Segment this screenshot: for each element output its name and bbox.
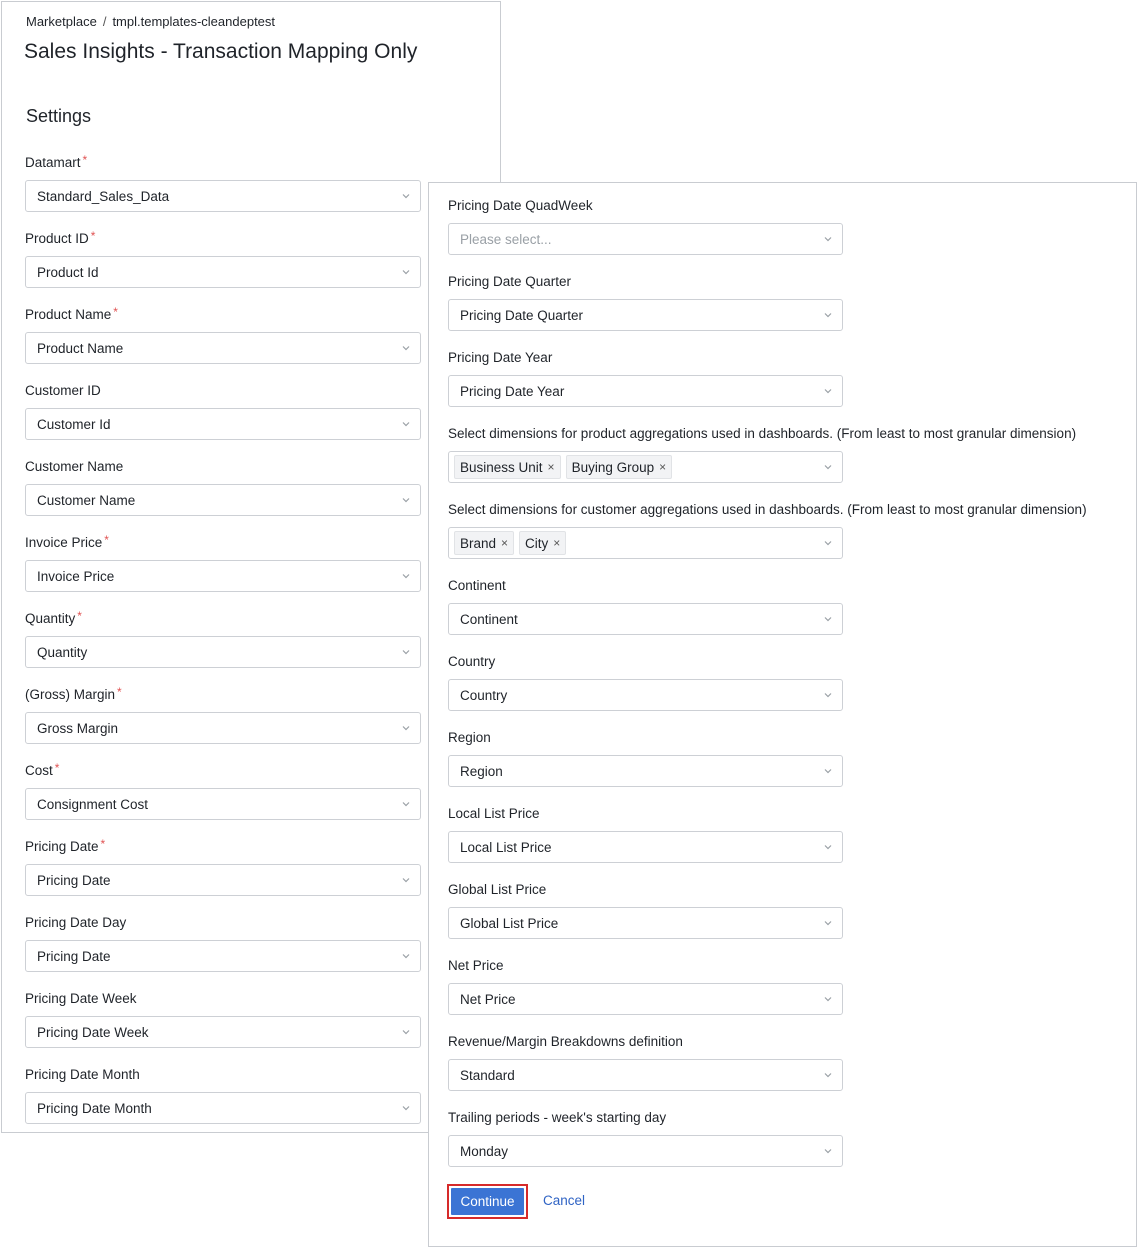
field-label [25, 1066, 421, 1084]
field-label [448, 653, 843, 671]
field-cost [25, 762, 421, 820]
select-value: Continent [460, 611, 518, 627]
field-pricing-date-month [25, 1066, 421, 1124]
chevron-down-icon [401, 951, 411, 961]
select-gross-margin[interactable] [25, 712, 421, 744]
select-trailing-periods-week-s-starting-day[interactable] [448, 1135, 843, 1167]
field-customer-name [25, 458, 421, 516]
field-label-text: Pricing Date Month [25, 1067, 140, 1082]
field-label [25, 990, 421, 1008]
select-value: Standard_Sales_Data [37, 188, 170, 204]
select-value: Product Id [37, 264, 99, 280]
chevron-down-icon [823, 462, 833, 472]
select-pricing-date-week[interactable] [25, 1016, 421, 1048]
field-continent [448, 577, 843, 635]
field-global-list-price [448, 881, 843, 939]
select-value: Pricing Date [37, 948, 111, 964]
field-label-text: Continent [448, 578, 506, 593]
select-value: Monday [460, 1143, 509, 1159]
chevron-down-icon [401, 1103, 411, 1113]
chevron-down-icon [401, 723, 411, 733]
field-label-text: Global List Price [448, 882, 547, 897]
cancel-button[interactable]: Cancel [543, 1193, 586, 1208]
select-region[interactable] [448, 755, 843, 787]
select-value: Net Price [460, 991, 516, 1007]
field-label-text: Quantity [25, 611, 76, 626]
tag-label: Business Unit [460, 459, 543, 475]
multi-select-select-dimensions-for-customer-aggregati[interactable] [448, 527, 843, 559]
breadcrumb-marketplace-link[interactable]: Marketplace [26, 14, 97, 29]
field-label [25, 458, 421, 476]
select-datamart[interactable] [25, 180, 421, 212]
selected-tag [454, 455, 561, 479]
tag-label: Buying Group [571, 459, 655, 475]
selected-tag [519, 531, 566, 555]
field-pricing-date-week [25, 990, 421, 1048]
chevron-down-icon [823, 310, 833, 320]
select-continent[interactable] [448, 603, 843, 635]
settings-panel-right [428, 182, 1137, 1247]
field-label [448, 197, 843, 215]
chevron-down-icon [401, 343, 411, 353]
field-label-text: Invoice Price [25, 535, 103, 550]
field-quantity [25, 610, 421, 668]
required-marker: * [113, 305, 118, 319]
required-marker: * [104, 533, 109, 547]
field-label [25, 534, 421, 552]
close-icon[interactable]: × [553, 536, 561, 550]
select-value: Region [460, 763, 503, 779]
field-label-text: (Gross) Margin [25, 687, 116, 702]
chevron-down-icon [823, 386, 833, 396]
select-value: Pricing Date Quarter [460, 307, 584, 323]
select-customer-name[interactable] [25, 484, 421, 516]
field-revenue-margin-breakdowns-definition [448, 1033, 843, 1091]
select-pricing-date-quarter[interactable] [448, 299, 843, 331]
select-revenue-margin-breakdowns-definition[interactable] [448, 1059, 843, 1091]
select-value: Local List Price [460, 839, 552, 855]
field-label [25, 762, 421, 780]
chevron-down-icon [823, 538, 833, 548]
field-product-id [25, 230, 421, 288]
select-local-list-price[interactable] [448, 831, 843, 863]
select-country[interactable] [448, 679, 843, 711]
field-label-text: Pricing Date Day [25, 915, 127, 930]
field-label-text: Region [448, 730, 491, 745]
field-label-text: Cost [25, 763, 53, 778]
select-value: Pricing Date Week [37, 1024, 149, 1040]
select-value: Customer Name [37, 492, 136, 508]
chevron-down-icon [401, 267, 411, 277]
field-local-list-price [448, 805, 843, 863]
continue-button-label: Continue [451, 1188, 524, 1215]
chevron-down-icon [401, 799, 411, 809]
select-value: Invoice Price [37, 568, 115, 584]
select-value: Product Name [37, 340, 124, 356]
field-pricing-date-quadweek [448, 197, 843, 255]
select-value: Quantity [37, 644, 88, 660]
field-label [25, 306, 421, 324]
chevron-down-icon [401, 419, 411, 429]
field-label [448, 273, 843, 291]
field-pricing-date-year [448, 349, 843, 407]
select-value: Pricing Date Year [460, 383, 565, 399]
select-pricing-date-year[interactable] [448, 375, 843, 407]
chevron-down-icon [823, 690, 833, 700]
field-label-text: Pricing Date [25, 839, 99, 854]
select-global-list-price[interactable] [448, 907, 843, 939]
chevron-down-icon [823, 842, 833, 852]
required-marker: * [100, 837, 106, 851]
field-pricing-date-day [25, 914, 421, 972]
field-label-text: Datamart [25, 155, 81, 170]
select-invoice-price[interactable] [25, 560, 421, 592]
select-placeholder: Please select... [460, 231, 552, 247]
select-product-id[interactable] [25, 256, 421, 288]
field-label [448, 1033, 843, 1051]
field-gross-margin [25, 686, 421, 744]
chevron-down-icon [823, 234, 833, 244]
required-marker: * [90, 229, 96, 243]
select-quantity[interactable] [25, 636, 421, 668]
breadcrumb [26, 14, 275, 29]
select-pricing-date-day[interactable] [25, 940, 421, 972]
select-value: Pricing Date [37, 872, 111, 888]
chevron-down-icon [401, 191, 411, 201]
chevron-down-icon [401, 875, 411, 885]
field-label-text: Product Name [25, 307, 112, 322]
field-label-text: Country [448, 654, 496, 669]
select-customer-id[interactable] [25, 408, 421, 440]
select-value: Country [460, 687, 508, 703]
field-datamart [25, 154, 421, 212]
field-label [448, 881, 843, 899]
required-marker: * [54, 761, 60, 775]
chevron-down-icon [823, 1070, 833, 1080]
chevron-down-icon [823, 1146, 833, 1156]
field-label-text: Revenue/Margin Breakdowns definition [448, 1034, 683, 1049]
select-value: Consignment Cost [37, 796, 149, 812]
close-icon[interactable]: × [659, 460, 667, 474]
field-net-price [448, 957, 843, 1015]
field-label [25, 686, 421, 704]
chevron-down-icon [401, 647, 411, 657]
field-trailing-periods-week-s-starting-day [448, 1109, 843, 1167]
tag-label: City [525, 535, 549, 551]
field-label-text: Trailing periods - week's starting day [448, 1110, 667, 1125]
continue-button[interactable] [447, 1184, 528, 1219]
field-label-text: Pricing Date Year [448, 350, 553, 365]
breadcrumb-separator: / [102, 14, 107, 29]
select-value: Global List Price [460, 915, 559, 931]
field-label-text: Pricing Date Week [25, 991, 137, 1006]
page-title: Sales Insights - Transaction Mapping Only [24, 40, 418, 63]
select-pricing-date-month[interactable] [25, 1092, 421, 1124]
required-marker: * [117, 685, 122, 699]
required-marker: * [77, 609, 82, 623]
field-pricing-date [25, 838, 421, 896]
field-label [448, 425, 1077, 443]
select-value: Pricing Date Month [37, 1100, 152, 1116]
chevron-down-icon [401, 495, 411, 505]
field-label [448, 805, 843, 823]
field-label-text: Customer Name [25, 459, 124, 474]
field-label-text: Select dimensions for customer aggregations used in dashboards. (From least to most granular dimension) [448, 502, 1087, 517]
chevron-down-icon [401, 1027, 411, 1037]
chevron-down-icon [401, 571, 411, 581]
field-label [448, 1109, 843, 1127]
settings-panel-left [1, 1, 501, 1133]
select-pricing-date[interactable] [25, 864, 421, 896]
select-net-price[interactable] [448, 983, 843, 1015]
field-label [25, 154, 421, 172]
field-select-dimensions-for-customer-aggregati [448, 501, 1087, 559]
field-invoice-price [25, 534, 421, 592]
chevron-down-icon [823, 994, 833, 1004]
field-customer-id [25, 382, 421, 440]
field-label [25, 914, 421, 932]
field-label-text: Pricing Date Quarter [448, 274, 572, 289]
field-label [448, 501, 1087, 519]
required-marker: * [82, 153, 88, 167]
field-label [448, 729, 843, 747]
chevron-down-icon [823, 918, 833, 928]
field-region [448, 729, 843, 787]
field-label-text: Product ID [25, 231, 89, 246]
select-value: Gross Margin [37, 720, 119, 736]
field-label [25, 382, 421, 400]
select-pricing-date-quadweek[interactable] [448, 223, 843, 255]
select-cost[interactable] [25, 788, 421, 820]
field-label [448, 577, 843, 595]
section-title: Settings [26, 106, 92, 126]
chevron-down-icon [823, 614, 833, 624]
field-label-text: Net Price [448, 958, 504, 973]
field-label [448, 957, 843, 975]
selected-tag [566, 455, 673, 479]
selected-tag [454, 531, 514, 555]
field-country [448, 653, 843, 711]
select-product-name[interactable] [25, 332, 421, 364]
chevron-down-icon [823, 766, 833, 776]
close-icon[interactable]: × [547, 460, 555, 474]
field-product-name [25, 306, 421, 364]
field-label [448, 349, 843, 367]
field-pricing-date-quarter [448, 273, 843, 331]
field-label [25, 838, 421, 856]
breadcrumb-current: tmpl.templates-cleandeptest [112, 14, 276, 29]
field-label-text: Select dimensions for product aggregations used in dashboards. (From least to most granular dimension) [448, 426, 1077, 441]
field-label-text: Local List Price [448, 806, 540, 821]
tag-label: Brand [460, 535, 497, 551]
multi-select-select-dimensions-for-product-aggregatio[interactable] [448, 451, 843, 483]
select-value: Customer Id [37, 416, 111, 432]
field-select-dimensions-for-product-aggregatio [448, 425, 1077, 483]
field-label-text: Pricing Date QuadWeek [448, 198, 593, 213]
select-value: Standard [460, 1067, 515, 1083]
field-label-text: Customer ID [25, 383, 101, 398]
field-label [25, 230, 421, 248]
field-label [25, 610, 421, 628]
close-icon[interactable]: × [501, 536, 509, 550]
